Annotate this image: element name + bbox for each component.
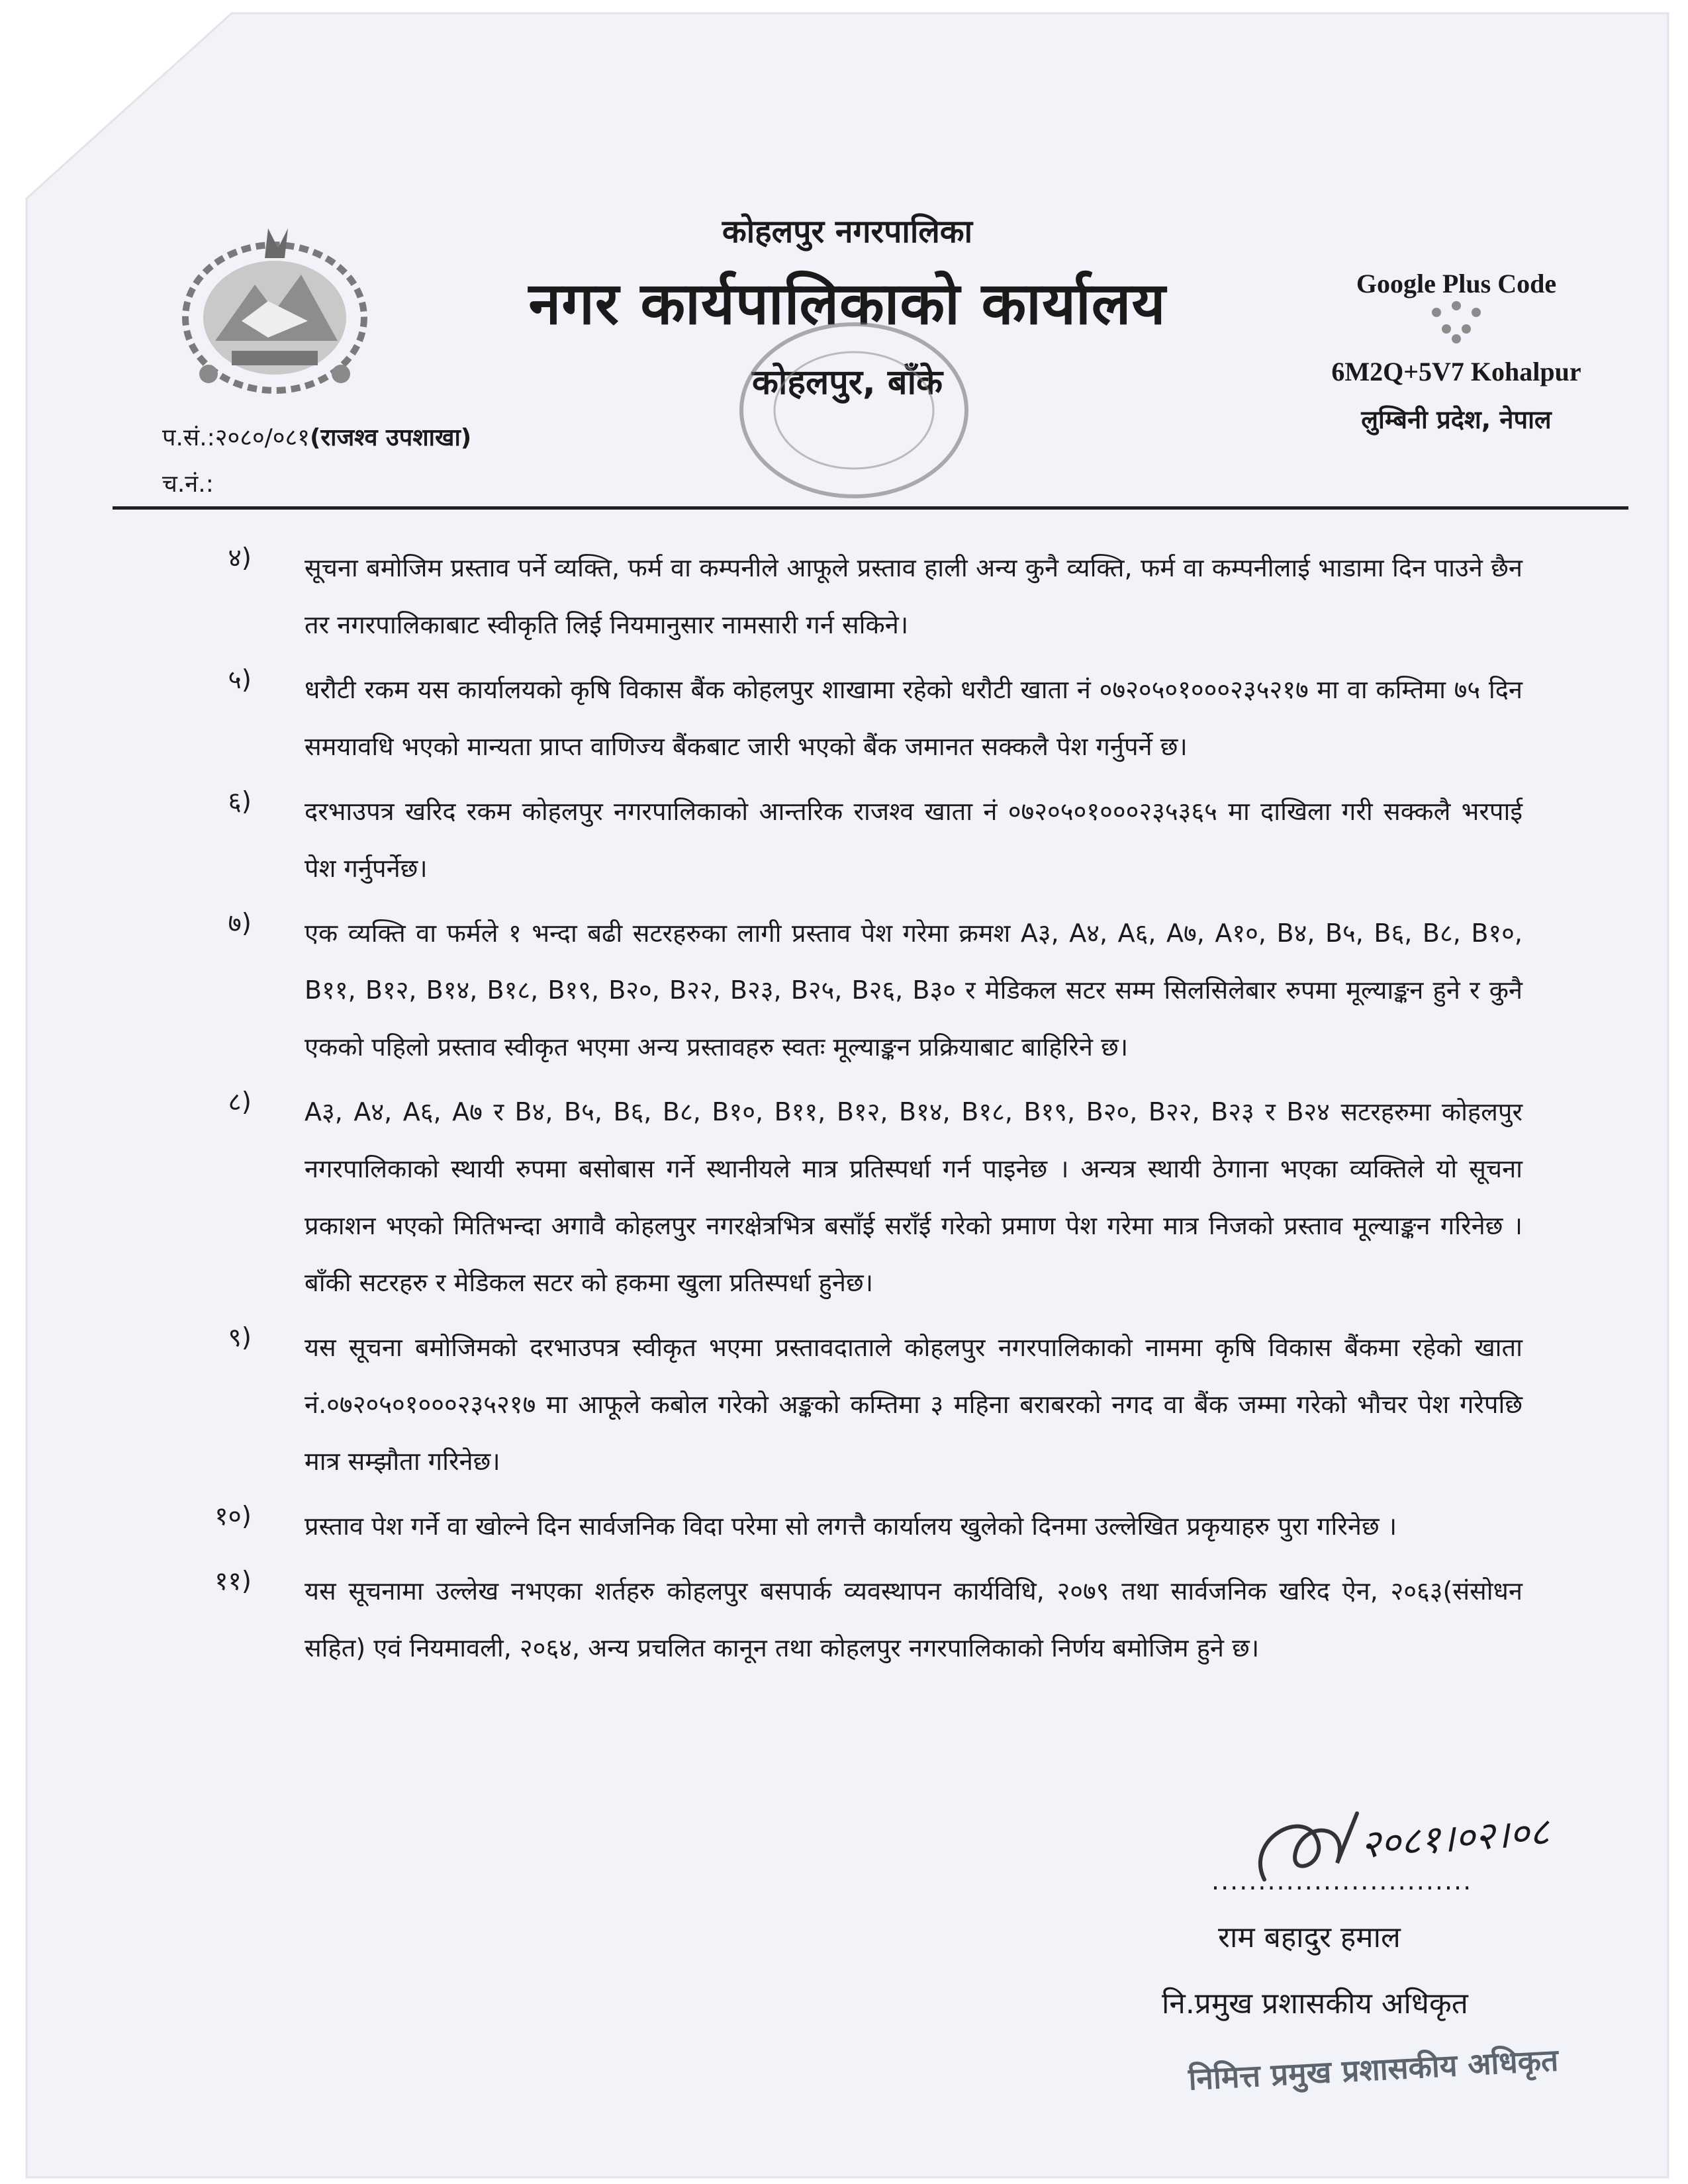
list-item xyxy=(228,661,1523,775)
dispatch-number-label: च.नं.: xyxy=(162,471,214,498)
signature-line: ............................ xyxy=(1211,1866,1473,1895)
nepal-emblem-logo xyxy=(169,222,381,400)
office-location: कोहलपुर, बाँके xyxy=(751,363,943,402)
list-item xyxy=(228,539,1523,653)
item-number: ५) xyxy=(228,665,252,695)
municipality-name: कोहलपुर नगरपालिका xyxy=(722,213,973,250)
province-name: लुम्बिनी प्रदेश, नेपाल xyxy=(1361,405,1552,434)
item-text: धरौटी रकम यस कार्यालयको कृषि विकास बैंक कोहलपुर शाखामा रहेको धरौटी खाता नं ०७२०५०१०००२३५२१७ मा वा कम्तिमा ७५ दिन समयावधि भएको मान्यता प्राप्त वाणिज्य बैंकबाट जारी भएको बैंक जमानत सक्कलै पेश गर्नुपर्ने छ। xyxy=(305,675,1523,761)
signatory-title: नि.प्रमुख प्रशासकीय अधिकृत xyxy=(1162,1987,1468,2021)
item-text: दरभाउपत्र खरिद रकम कोहलपुर नगरपालिकाको आन्तरिक राजश्व खाता नं ०७२०५०१०००२३५३६५ मा दाखिला गरी सक्कलै भरपाई पेश गर्नुपर्नेछ। xyxy=(305,797,1523,883)
office-seal-stamp xyxy=(715,311,993,510)
item-text: एक व्यक्ति वा फर्मले १ भन्दा बढी सटरहरुका लागी प्रस्ताव पेश गरेमा क्रमश A३, A४, A६, A७, A१०, B४, B५, B६, B८, B१०, B११, B१२, B१४, B१८, B१९, B२०, B२२, B२३, B२५, B२६, B३० र मेडिकल सटर सम्म सिलसिलेबार रुपमा मूल्याङ्कन हुने र कुनै एकको पहिलो प्रस्ताव स्वीकृत भएमा अन्य प्रस्तावहरु स्वतः मूल्याङ्कन प्रक्रियाबाट बाहिरिने छ। xyxy=(305,919,1523,1062)
item-text: A३, A४, A६, A७ र B४, B५, B६, B८, B१०, B११, B१२, B१४, B१८, B१९, B२०, B२२, B२३ र B२४ सटरहरुमा कोहलपुर नगरपालिकाको स्थायी रुपमा बसोबास गर्ने स्थानीयले मात्र प्रतिस्पर्धा गर्न पाइनेछ । अन्यत्र स्थायी ठेगाना भएका व्यक्तिले यो सूचना प्रकाशन भएको मितिभन्दा अगावै कोहलपुर नगरक्षेत्रभित्र बसाँई सराँई गरेको प्रमाण पेश गरेमा मात्र निजको प्रस्ताव मूल्याङ्कन गरिनेछ । बाँकी सटरहरु र मेडिकल सटर को हकमा खुला प्रतिस्पर्धा हुनेछ। xyxy=(305,1097,1523,1297)
item-number: १०) xyxy=(214,1502,252,1531)
header-divider xyxy=(113,506,1628,510)
signatory-name: राम बहादुर हमाल xyxy=(1218,1921,1401,1954)
reference-label: प.सं.:२०८०/०८१ xyxy=(162,424,310,451)
item-text: सूचना बमोजिम प्रस्ताव पर्ने व्यक्ति, फर्म वा कम्पनीले आफूले प्रस्ताव हाली अन्य कुनै व्यक्ति, फर्म वा कम्पनीलाई भाडामा दिन पाउने छैन तर नगरपालिकाबाट स्वीकृति लिई नियमानुसार नामसारी गर्न सकिने। xyxy=(305,553,1523,639)
item-number: ९) xyxy=(228,1323,252,1353)
google-plus-code-block xyxy=(1311,268,1602,436)
item-text: प्रस्ताव पेश गर्ने वा खोल्ने दिन सार्वजनिक विदा परेमा सो लगत्तै कार्यालय खुलेको दिनमा उल्लेखित प्रकृयाहरु पुरा गरिनेछ । xyxy=(305,1512,1397,1541)
list-item xyxy=(228,1319,1523,1490)
office-title: नगर कार्यपालिकाको कार्यालय xyxy=(528,269,1166,338)
list-item xyxy=(214,1498,1523,1555)
item-text: यस सूचना बमोजिमको दरभाउपत्र स्वीकृत भएमा प्रस्तावदाताले कोहलपुर नगरपालिकाको नाममा कृषि विकास बैंकमा रहेको खाता नं.०७२०५०१०००२३५२१७ मा आफूले कबोल गरेको अङ्कको कम्तिमा ३ महिना बराबरको नगद वा बैंक जम्मा गरेको भौचर पेश गरेपछि मात्र सम्झौता गरिनेछ। xyxy=(305,1333,1523,1476)
notice-conditions-list xyxy=(214,539,1523,1684)
plus-code-value: 6M2Q+5V7 Kohalpur xyxy=(1331,357,1581,387)
item-number: ११) xyxy=(214,1567,252,1596)
list-item xyxy=(228,783,1523,897)
reference-section: (राजश्व उपशाखा) xyxy=(309,424,472,451)
item-number: ७) xyxy=(228,909,252,938)
plus-code-icon xyxy=(1311,299,1602,345)
item-text: यस सूचनामा उल्लेख नभएका शर्तहरु कोहलपुर बसपार्क व्यवस्थापन कार्यविधि, २०७९ तथा सार्वजनिक खरिद ऐन, २०६३(संसोधन सहित) एवं नियमावली, २०६४, अन्य प्रचलित कानून तथा कोहलपुर नगरपालिकाको निर्णय बमोजिम हुने छ। xyxy=(305,1576,1523,1662)
item-number: ६) xyxy=(228,787,252,817)
list-item xyxy=(228,1083,1523,1311)
designation-stamp: निमित्त प्रमुख प्रशासकीय अधिकृत xyxy=(1188,2042,1560,2097)
list-item xyxy=(228,905,1523,1075)
reference-number xyxy=(162,420,471,453)
item-number: ८) xyxy=(228,1087,252,1117)
signature-date: २०८१।०२।०८ xyxy=(1359,1809,1551,1867)
plus-code-label: Google Plus Code xyxy=(1356,269,1557,298)
list-item xyxy=(214,1563,1523,1676)
item-number: ४) xyxy=(228,543,252,573)
